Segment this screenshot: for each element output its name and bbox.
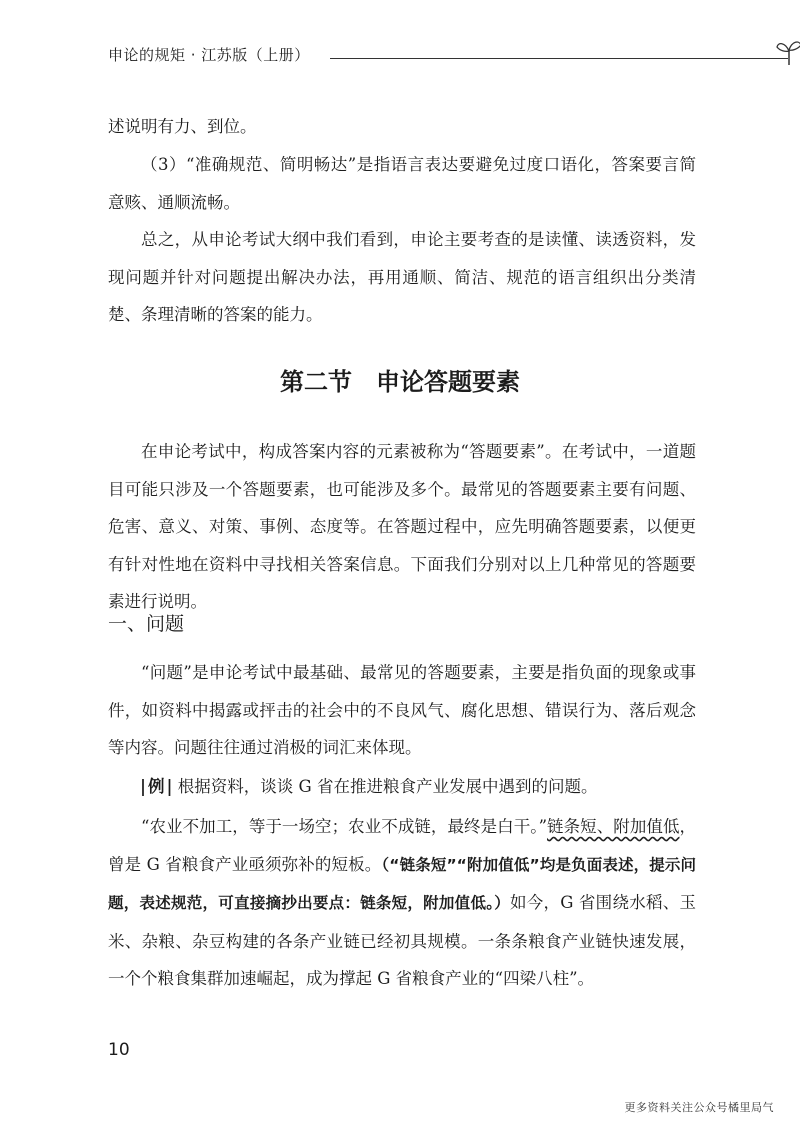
- footer-note: 更多资料关注公众号橘里局气: [624, 1101, 774, 1114]
- subsection-description: “问题”是申论考试中最基础、最常见的答题要素，主要是指负面的现象或事件，如资料中揭露或抨击的社会中的不良风气、腐化思想、错误行为、落后观念等内容。问题往往通过消极的词汇来体现。: [108, 663, 696, 757]
- example-quote: “农业不加工，等于一场空；农业不成链，最终是白干。”: [141, 817, 547, 836]
- example-text-after: 如今，G 省围绕水稻、玉米、杂粮、杂豆构建的各条产业链已经初具规模。一条条粮食产业链快速发展，一个个粮食集群加速崛起，成为撑起 G 省粮食产业的“四梁八柱”。: [108, 893, 696, 988]
- sprout-icon: [776, 38, 800, 66]
- page-number: 10: [108, 1040, 130, 1060]
- example-answer-paragraph: [108, 808, 696, 998]
- example-bar-left: |: [140, 777, 147, 796]
- example-annotation: （“链条短”“附加值低”均是负面表述，提示问题，表述规范，可直接摘抄出要点：链条短，附加值低。）: [108, 855, 697, 912]
- example-bar-right: |: [166, 777, 173, 796]
- header-rule: [330, 58, 788, 59]
- paragraph-point-3: （3）“准确规范、简明畅达”是指语言表达要避免过度口语化，答案要言简意赅、通顺流畅。: [108, 155, 696, 212]
- example-text-mid: ，曾是 G 省粮食产业亟须弥补的短板。: [108, 817, 696, 874]
- example-question-line: [140, 768, 597, 806]
- subsection-title: 一、问题: [108, 613, 185, 635]
- running-header: [108, 38, 708, 68]
- paragraph-summary: 总之，从申论考试大纲中我们看到，申论主要考查的是读懂、读透资料，发现问题并针对问题提出解决办法，再用通顺、简洁、规范的语言组织出分类清楚、条理清晰的答案的能力。: [108, 230, 696, 324]
- section-title: 第二节 申论答题要素: [280, 368, 520, 396]
- paragraph-continuation: 述说明有力、到位。: [108, 117, 257, 136]
- example-tag: 例: [148, 777, 165, 796]
- example-question: 根据资料，谈谈 G 省在推进粮食产业发展中遇到的问题。: [177, 777, 598, 796]
- section-intro: 在申论考试中，构成答案内容的元素被称为“答题要素”。在考试中，一道题目可能只涉及一个答题要素，也可能涉及多个。最常见的答题要素主要有问题、危害、意义、对策、事例、态度等。在答题过程中，应先明确答题要素，以便更有针对性地在资料中寻找相关答案信息。下面我们分别对以上几种常见的答题要素进行说明。: [108, 442, 696, 611]
- highlighted-phrase: 链条短、附加值低: [547, 817, 680, 836]
- header-title: 申论的规矩 · 江苏版（上册）: [108, 46, 310, 64]
